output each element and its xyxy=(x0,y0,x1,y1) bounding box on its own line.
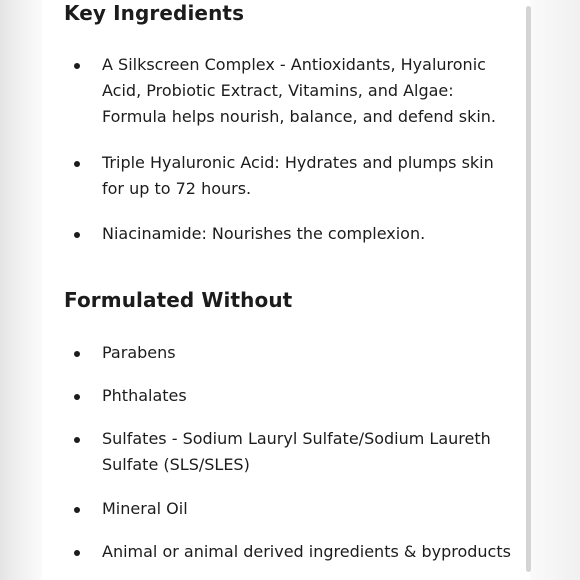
list-item xyxy=(64,52,518,130)
list-item xyxy=(64,539,518,565)
left-edge-shadow xyxy=(0,0,42,580)
bullet-icon xyxy=(74,437,80,443)
list-item xyxy=(64,383,518,409)
bullet-icon xyxy=(74,161,80,167)
bullet-icon xyxy=(74,63,80,69)
scrollbar[interactable] xyxy=(526,6,531,572)
list-item-line: Niacinamide: Nourishes the complexion. xyxy=(102,224,426,243)
section-title-formulated-without: Formulated Without xyxy=(64,288,293,312)
list-item-line: Formula helps nourish, balance, and defend skin. xyxy=(102,107,497,126)
list-item xyxy=(64,496,518,522)
list-item-line: Mineral Oil xyxy=(102,499,188,518)
bullet-icon xyxy=(74,507,80,513)
list-item xyxy=(64,150,518,202)
list-item-line: Acid, Probiotic Extract, Vitamins, and Algae: xyxy=(102,81,454,100)
list-item-line: Triple Hyaluronic Acid: Hydrates and plumps skin xyxy=(102,153,494,172)
bullet-icon xyxy=(74,550,80,556)
list-item-line: Sulfates - Sodium Lauryl Sulfate/Sodium Laureth xyxy=(102,429,491,448)
right-edge-shadow xyxy=(530,0,580,580)
list-item xyxy=(64,426,518,478)
bullet-icon xyxy=(74,232,80,238)
list-item xyxy=(64,221,518,247)
list-item-line: Animal or animal derived ingredients & byproducts xyxy=(102,542,511,561)
bullet-icon xyxy=(74,351,80,357)
section-title-key-ingredients: Key Ingredients xyxy=(64,1,245,25)
list-item-line: Parabens xyxy=(102,343,176,362)
list-item xyxy=(64,340,518,366)
list-item-line: for up to 72 hours. xyxy=(102,179,252,198)
list-item-line: Sulfate (SLS/SLES) xyxy=(102,455,250,474)
list-item-line: Phthalates xyxy=(102,386,187,405)
bullet-icon xyxy=(74,394,80,400)
list-item-line: A Silkscreen Complex - Antioxidants, Hyaluronic xyxy=(102,55,486,74)
